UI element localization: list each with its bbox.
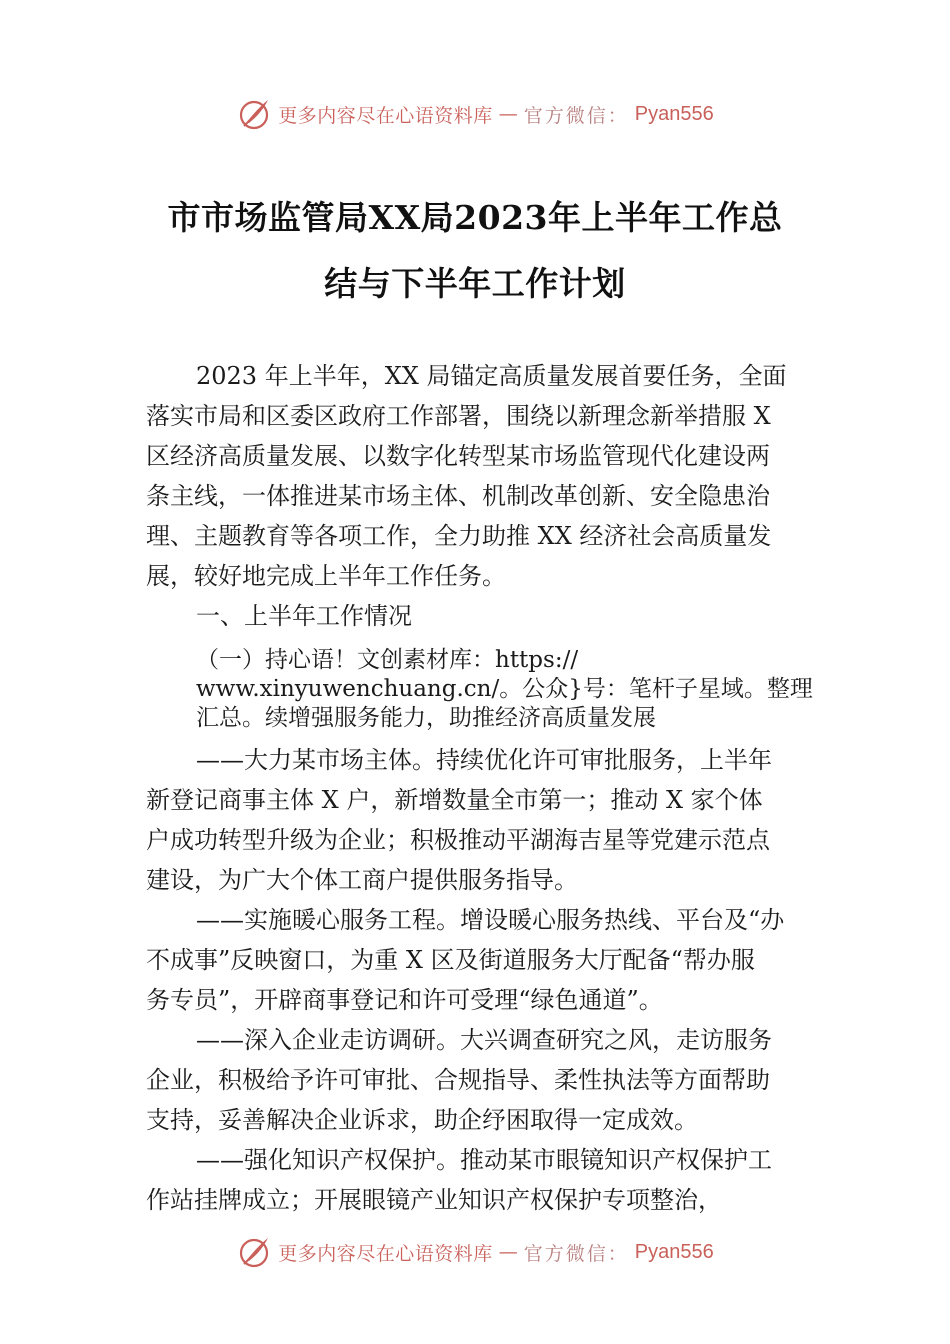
watermark-wechat-label: 官方微信：	[523, 104, 629, 127]
text-line: ——实施暖心服务工程。增设暖心服务热线、平台及“办	[196, 906, 785, 934]
text-line: 展，较好地完成上半年工作任务。	[146, 562, 506, 590]
watermark-text: 更多内容尽在心语资料库	[278, 104, 493, 127]
text-line: 2023 年上半年，XX 局锚定高质量发展首要任务，全面	[196, 362, 787, 390]
watermark-text: 更多内容尽在心语资料库	[278, 1242, 493, 1265]
text-line: 落实市局和区委区政府工作部署，围绕以新理念新举措服 X	[146, 402, 771, 430]
text-line: 务专员”，开辟商事登记和许可受理“绿色通道”。	[146, 986, 663, 1014]
text-line: 不成事”反映窗口，为重 X 区及街道服务大厅配备“帮办服	[146, 946, 755, 974]
text-line: 作站挂牌成立；开展眼镜产业知识产权保护专项整治，	[146, 1186, 722, 1214]
text-line: ——强化知识产权保护。推动某市眼镜知识产权保护工	[196, 1146, 772, 1174]
body-paragraphs	[146, 740, 816, 1220]
watermark-separator: —	[498, 103, 518, 125]
text-line: （一）持心语！文创素材库：https://	[196, 647, 579, 673]
document-title-line-1: 市市场监管局XX局2023年上半年工作总	[167, 198, 783, 237]
watermark-banner-bottom	[0, 1232, 950, 1272]
watermark-separator: —	[498, 1241, 518, 1263]
quill-seal-icon	[236, 1234, 272, 1270]
text-line: ——大力某市场主体。持续优化许可审批服务，上半年	[196, 746, 772, 774]
watermark-wechat-label: 官方微信：	[523, 1242, 629, 1265]
text-line: 理、主题教育等各项工作，全力助推 XX 经济社会高质量发	[146, 522, 772, 550]
quill-seal-icon	[236, 96, 272, 132]
text-line: 户成功转型升级为企业；积极推动平湖海吉星等党建示范点	[146, 826, 770, 854]
watermark-wechat-id: Pyan556	[634, 102, 714, 125]
intro-paragraph	[146, 356, 816, 636]
document-title-line-2: 结与下半年工作计划	[324, 264, 626, 303]
text-line: 区经济高质量发展、以数字化转型某市场监管现代化建设两	[146, 442, 770, 470]
text-line: 支持，妥善解决企业诉求，助企纾困取得一定成效。	[146, 1106, 698, 1134]
text-line: 新登记商事主体 X 户，新增数量全市第一；推动 X 家个体	[146, 786, 763, 814]
text-line: 条主线，一体推进某市场主体、机制改革创新、安全隐患治	[146, 482, 770, 510]
text-line: ——深入企业走访调研。大兴调查研究之风，走访服务	[196, 1026, 772, 1054]
text-line: www.xinyuwenchuang.cn/。公众}号：笔杆子星域。整理	[196, 676, 813, 702]
text-line: 汇总。续增强服务能力，助推经济高质量发展	[196, 705, 656, 731]
watermark-wechat-id: Pyan556	[634, 1240, 714, 1263]
text-line: 企业，积极给予许可审批、合规指导、柔性执法等方面帮助	[146, 1066, 770, 1094]
subsection-heading	[146, 646, 846, 733]
text-line: 建设，为广大个体工商户提供服务指导。	[146, 866, 578, 894]
section-heading: 一、上半年工作情况	[196, 602, 412, 630]
watermark-banner-top	[0, 94, 950, 134]
